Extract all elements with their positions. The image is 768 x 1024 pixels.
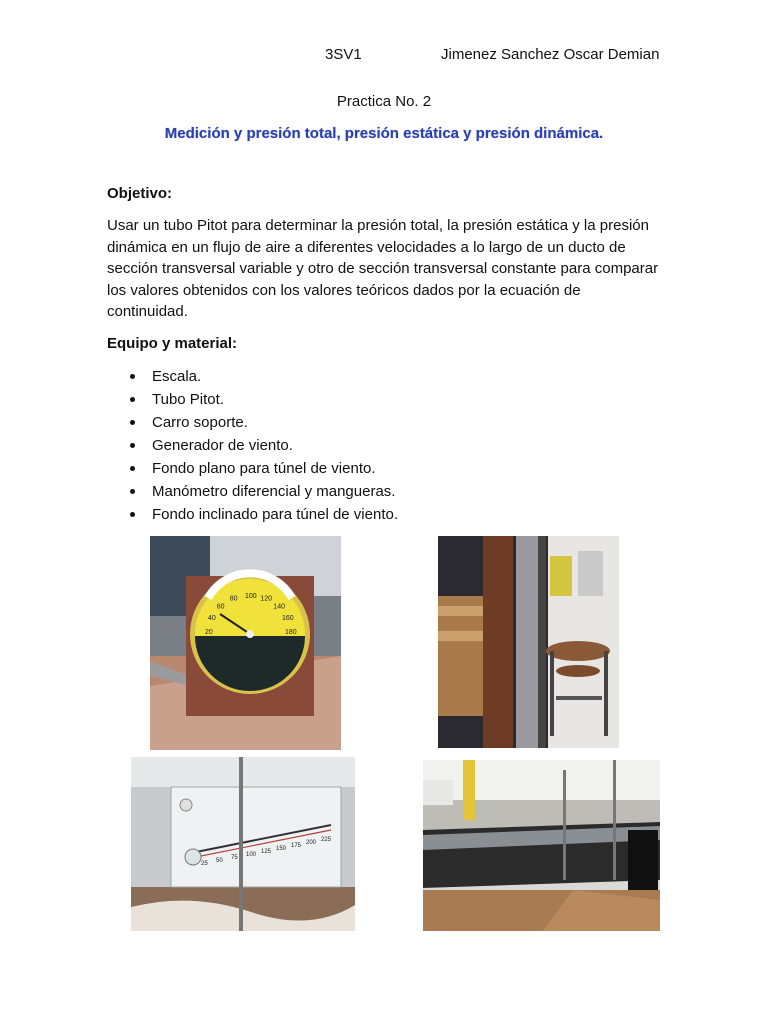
page-title: Practica No. 2 [336,93,432,110]
manometer-tick-label: 150 [276,846,287,852]
list-item: Manómetro diferencial y mangueras. [107,481,398,504]
manometer-tick-label: 200 [306,840,317,846]
equipment-heading: Equipo y material: [107,335,238,352]
gauge-tick-label: 160 [282,615,294,623]
list-item: Generador de viento. [107,435,398,458]
gauge-tick-label: 20 [205,629,213,636]
list-item: Tubo Pitot. [107,389,398,412]
objective-heading: Objetivo: [107,185,173,202]
objective-line: Usar un tubo Pitot para determinar la presión total, la presión estática y la presión [107,217,649,234]
author-name: Jimenez Sanchez Oscar Demian [441,46,660,63]
manometer-tick-label: 75 [231,855,238,861]
gauge-tick-label: 140 [273,603,285,611]
manometer-tick-label: 100 [246,852,257,858]
list-item: Escala. [107,366,398,389]
wind-tunnel-photo [423,760,660,931]
page-subtitle: Medición y presión total, presión estática y presión dinámica. [164,125,604,142]
objective-line: sección transversal variable y otro de sección transversal constante para comparar [107,260,659,278]
gauge-tick-label: 60 [216,603,225,611]
gauge-tick-label: 80 [229,595,238,603]
group-code: 3SV1 [325,46,362,63]
list-item: Fondo plano para túnel de viento. [107,458,398,481]
objective-paragraph [107,215,667,323]
manometer-tick-label: 50 [216,858,223,864]
manometer-photo [131,757,355,931]
gauge-tick-label: 40 [208,615,216,623]
gauge-tick-label: 120 [260,595,272,603]
equipment-list [107,366,398,527]
objective-line: los valores obtenidos con los valores teóricos dados por la ecuación de [107,281,581,299]
manometer-tick-label: 225 [321,837,332,843]
scale-stool-photo [438,536,619,748]
gauge-tick-label: 100 [245,593,257,600]
list-item: Fondo inclinado para túnel de viento. [107,504,398,527]
objective-line: continuidad. [107,303,188,321]
manometer-tick-label: 25 [201,861,208,867]
gauge-tick-label: 180 [285,629,297,636]
list-item: Carro soporte. [107,412,398,435]
objective-line: dinámica en un flujo de aire a diferentes velocidades a lo largo de un ducto de [107,238,626,256]
gauge-photo [150,536,341,750]
manometer-tick-label: 125 [261,849,272,855]
manometer-tick-label: 175 [291,843,302,849]
